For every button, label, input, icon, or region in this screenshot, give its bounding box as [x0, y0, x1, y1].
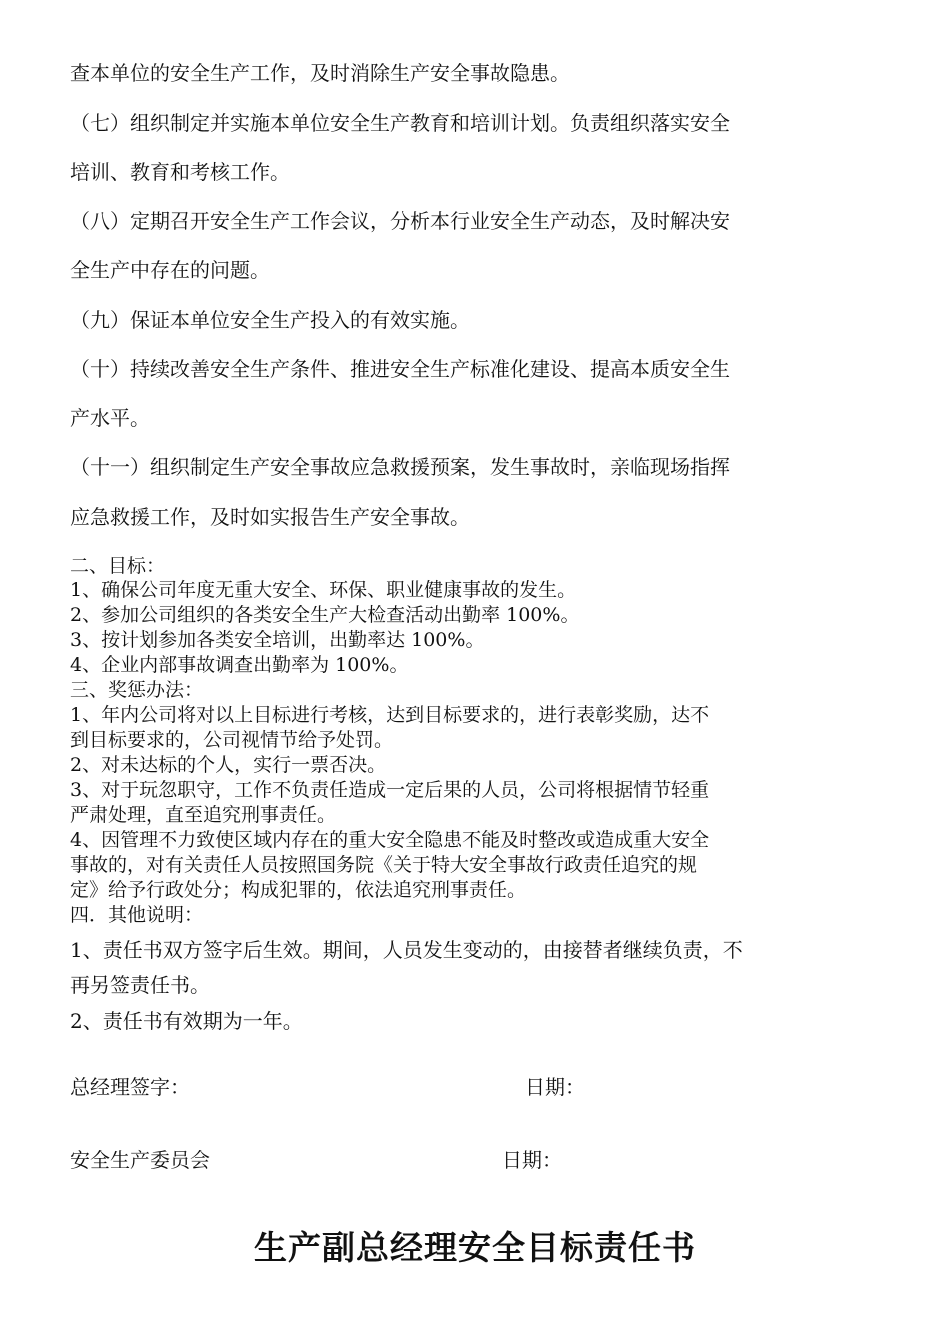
item-8-line-2: 全生产中存在的问题。	[70, 258, 270, 282]
goal-item: 4、企业内部事故调查出勤率为 100%。	[70, 654, 409, 676]
text-line: 查本单位的安全生产工作，及时消除生产安全事故隐患。	[70, 61, 570, 85]
reward-item-4-line-2: 事故的，对有关责任人员按照国务院《关于特大安全事故行政责任追究的规	[70, 854, 698, 876]
date-label: 日期：	[502, 1148, 562, 1172]
rewards-heading: 三、奖惩办法：	[70, 679, 204, 701]
reward-item-3-line-2: 严肃处理，直至追究刑事责任。	[70, 804, 337, 826]
goals-heading: 二、目标：	[70, 555, 166, 577]
goal-item: 1、确保公司年度无重大安全、环保、职业健康事故的发生。	[70, 579, 577, 601]
item-9: （九）保证本单位安全生产投入的有效实施。	[70, 308, 470, 332]
item-10-line-1: （十）持续改善安全生产条件、推进安全生产标准化建设、提高本质安全生	[70, 357, 730, 381]
other-item-1-line-2: 再另签责任书。	[70, 973, 210, 997]
reward-item-4-line-1: 4、因管理不力致使区域内存在的重大安全隐患不能及时整改或造成重大安全	[70, 829, 710, 851]
goal-item: 3、按计划参加各类安全培训，出勤率达 100%。	[70, 629, 485, 651]
committee-label: 安全生产委员会	[70, 1148, 210, 1172]
other-item-2: 2、责任书有效期为一年。	[70, 1009, 303, 1033]
reward-item-4-line-3: 定》给予行政处分；构成犯罪的，依法追究刑事责任。	[70, 879, 527, 901]
reward-item-1-line-2: 到目标要求的，公司视情节给予处罚。	[70, 729, 394, 751]
reward-item-2: 2、对未达标的个人，实行一票否决。	[70, 754, 387, 776]
item-7-line-1: （七）组织制定并实施本单位安全生产教育和培训计划。负责组织落实安全	[70, 111, 730, 135]
item-7-line-2: 培训、教育和考核工作。	[70, 160, 290, 184]
item-10-line-2: 产水平。	[70, 406, 150, 430]
reward-item-1-line-1: 1、年内公司将对以上目标进行考核，达到目标要求的，进行表彰奖励，达不	[70, 704, 710, 726]
item-11-line-2: 应急救援工作，及时如实报告生产安全事故。	[70, 505, 470, 529]
gm-signature-label: 总经理签字：	[70, 1075, 190, 1099]
goal-item: 2、参加公司组织的各类安全生产大检查活动出勤率 100%。	[70, 604, 580, 626]
item-8-line-1: （八）定期召开安全生产工作会议，分析本行业安全生产动态，及时解决安	[70, 209, 730, 233]
other-heading: 四．其他说明：	[70, 904, 204, 926]
item-11-line-1: （十一）组织制定生产安全事故应急救援预案，发生事故时，亲临现场指挥	[70, 455, 730, 479]
other-item-1-line-1: 1、责任书双方签字后生效。期间，人员发生变动的，由接替者继续负责，不	[70, 938, 743, 962]
reward-item-3-line-1: 3、对于玩忽职守，工作不负责任造成一定后果的人员，公司将根据情节轻重	[70, 779, 710, 801]
date-label: 日期：	[525, 1075, 585, 1099]
document-title: 生产副总经理安全目标责任书	[254, 1228, 696, 1267]
